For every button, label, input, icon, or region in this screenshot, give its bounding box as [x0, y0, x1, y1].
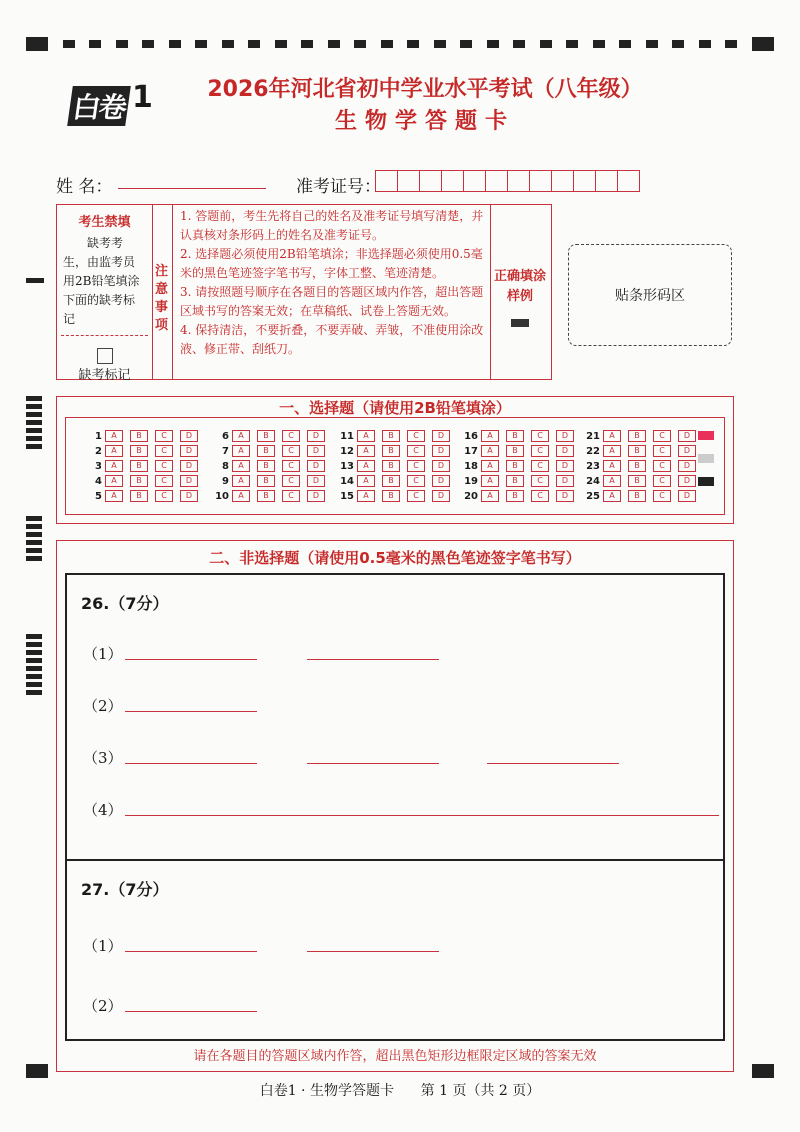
timing-mark: [63, 40, 75, 48]
question-row: [584, 475, 703, 487]
answer-bubble[interactable]: D: [307, 445, 325, 457]
timing-mark: [487, 40, 499, 48]
answer-bubble[interactable]: B: [628, 490, 646, 502]
answer-bubble[interactable]: D: [432, 445, 450, 457]
answer-bubble[interactable]: B: [628, 460, 646, 472]
answer-bubble[interactable]: C: [282, 490, 300, 502]
question-row: [86, 445, 205, 457]
choice-title: 一、选择题（请使用2B铅笔填涂）: [279, 399, 511, 417]
q26-part3-label: （3）: [83, 749, 123, 767]
question-number: 24: [586, 475, 600, 487]
answer-bubble[interactable]: B: [382, 430, 400, 442]
q27-heading: 27.（7分）: [81, 880, 169, 899]
question-row: [213, 475, 332, 487]
nonchoice-title: 二、非选择题（请使用0.5毫米的黑色笔迹签字笔书写）: [209, 549, 581, 567]
answer-bubble[interactable]: A: [357, 445, 375, 457]
forbidden-cell: [57, 205, 153, 383]
q26-part1-label: （1）: [83, 645, 123, 663]
answer-box: [65, 573, 725, 1041]
forbidden-text: 缺考考生，由监考员用2B铅笔填涂下面的缺考标记: [63, 236, 140, 326]
answer-bubble[interactable]: D: [180, 460, 198, 472]
q27-part1-label: （1）: [83, 937, 123, 955]
question-number: 18: [464, 460, 478, 472]
timing-mark: [672, 40, 684, 48]
answer-bubble[interactable]: A: [603, 430, 621, 442]
question-row: [584, 460, 703, 472]
answer-bubble[interactable]: B: [628, 430, 646, 442]
answer-bubble[interactable]: C: [407, 445, 425, 457]
side-mark-group: [26, 516, 42, 564]
timing-mark: [89, 40, 101, 48]
answer-bubble[interactable]: D: [307, 490, 325, 502]
q27-part1-blank1[interactable]: [125, 951, 257, 952]
answer-bubble[interactable]: D: [180, 475, 198, 487]
answer-bubble[interactable]: B: [257, 460, 275, 472]
timing-mark: [222, 40, 234, 48]
badge-number: 1: [132, 80, 153, 115]
answer-bubble[interactable]: A: [105, 475, 123, 487]
question-number: 4: [95, 475, 102, 487]
timing-mark: [275, 40, 287, 48]
answer-bubble[interactable]: A: [603, 475, 621, 487]
question-number: 3: [95, 460, 102, 472]
question-row: [213, 430, 332, 442]
answer-bubble[interactable]: D: [678, 430, 696, 442]
answer-bubble[interactable]: B: [382, 460, 400, 472]
notice-box: [56, 204, 552, 383]
timing-mark: [725, 40, 737, 48]
answer-bubble[interactable]: C: [531, 460, 549, 472]
answer-bubble[interactable]: A: [357, 475, 375, 487]
barcode-area: 贴条形码区: [568, 244, 732, 346]
question-row: [338, 430, 457, 442]
question-row: [86, 430, 205, 442]
answer-bubble[interactable]: B: [130, 460, 148, 472]
answer-bubble[interactable]: A: [481, 460, 499, 472]
answer-bubble[interactable]: C: [531, 475, 549, 487]
answer-bubble[interactable]: C: [653, 445, 671, 457]
sample-cell: [490, 205, 550, 379]
question-row: [584, 445, 703, 457]
answer-bubble[interactable]: D: [678, 490, 696, 502]
timing-mark: [434, 40, 446, 48]
timing-mark: [301, 40, 313, 48]
answer-bubble[interactable]: D: [432, 430, 450, 442]
answer-bubble[interactable]: B: [130, 490, 148, 502]
nonchoice-section: [56, 540, 734, 1072]
answer-bubble[interactable]: A: [603, 460, 621, 472]
name-label: 姓 名：: [56, 177, 113, 197]
question-row: [338, 475, 457, 487]
choice-grid: [65, 417, 725, 515]
q26-part4-blank1[interactable]: [125, 815, 719, 816]
answer-bubble[interactable]: A: [105, 445, 123, 457]
q26-part3-blank3[interactable]: [487, 763, 619, 764]
answer-bubble[interactable]: C: [282, 460, 300, 472]
answer-bubble[interactable]: C: [155, 430, 173, 442]
answer-bubble[interactable]: B: [506, 445, 524, 457]
q26-part3-blank2[interactable]: [307, 763, 439, 764]
question-number: 7: [222, 445, 229, 457]
answer-area-warning: 请在各题目的答题区域内作答，超出黑色矩形边框限定区域的答案无效: [193, 1049, 597, 1064]
q27-part2-blank1[interactable]: [125, 1011, 257, 1012]
question-number: 17: [464, 445, 478, 457]
answer-bubble[interactable]: C: [282, 430, 300, 442]
attention-items: [172, 205, 491, 379]
question-number: 12: [340, 445, 354, 457]
answer-bubble[interactable]: A: [357, 430, 375, 442]
timing-mark: [540, 40, 552, 48]
question-number: 11: [340, 430, 354, 442]
answer-bubble[interactable]: B: [130, 430, 148, 442]
answer-bubble[interactable]: C: [282, 475, 300, 487]
q26-heading: 26.（7分）: [81, 594, 169, 613]
question-row: [86, 475, 205, 487]
q26-part4-label: （4）: [83, 801, 123, 819]
timing-mark: [248, 40, 260, 48]
answer-bubble[interactable]: B: [257, 445, 275, 457]
answer-bubble[interactable]: B: [506, 460, 524, 472]
answer-bubble[interactable]: C: [407, 475, 425, 487]
answer-bubble[interactable]: B: [382, 475, 400, 487]
answer-bubble[interactable]: A: [232, 430, 250, 442]
q26-part2-label: （2）: [83, 697, 123, 715]
answer-bubble[interactable]: D: [180, 430, 198, 442]
corner-mark-top-left: [26, 37, 48, 51]
question-row: [338, 460, 457, 472]
answer-bubble[interactable]: C: [407, 460, 425, 472]
attention-title: 注意事项: [155, 264, 169, 333]
timing-mark: [169, 40, 181, 48]
top-timing-marks: [26, 38, 774, 50]
answer-bubble[interactable]: A: [232, 475, 250, 487]
question-row: [462, 430, 581, 442]
answer-bubble[interactable]: B: [257, 475, 275, 487]
attention-item-2: 2. 选择题必须使用2B铅笔填涂；非选择题必须使用0.5毫米的黑色笔迹签字笔书写，字体工整、笔迹清楚。: [180, 247, 483, 280]
answer-bubble[interactable]: A: [105, 430, 123, 442]
answer-bubble[interactable]: D: [180, 490, 198, 502]
answer-bubble[interactable]: C: [653, 460, 671, 472]
q26-part1-blank2[interactable]: [307, 659, 439, 660]
q26-part2-blank1[interactable]: [125, 711, 257, 712]
question-number: 14: [340, 475, 354, 487]
answer-bubble[interactable]: C: [531, 430, 549, 442]
answer-bubble[interactable]: C: [407, 430, 425, 442]
question-number: 23: [586, 460, 600, 472]
question-number: 9: [222, 475, 229, 487]
question-row: [213, 460, 332, 472]
corner-mark-bottom-left: [26, 1064, 48, 1078]
question-number: 19: [464, 475, 478, 487]
absent-label: 缺考标记: [78, 368, 131, 383]
question-number: 5: [95, 490, 102, 502]
timing-mark: [195, 40, 207, 48]
answer-bubble[interactable]: D: [556, 445, 574, 457]
sample-title: 正确填涂样例: [494, 269, 547, 304]
timing-mark: [566, 40, 578, 48]
side-mark-group: [26, 634, 42, 698]
timing-mark: [699, 40, 711, 48]
answer-bubble[interactable]: D: [678, 445, 696, 457]
timing-mark: [513, 40, 525, 48]
answer-bubble[interactable]: D: [307, 475, 325, 487]
answer-bubble[interactable]: D: [556, 460, 574, 472]
sample-filled-mark: [511, 319, 529, 327]
question-row: [86, 490, 205, 502]
timing-mark: [381, 40, 393, 48]
forbidden-title: 考生禁填: [78, 215, 131, 230]
answer-bubble[interactable]: B: [506, 475, 524, 487]
answer-bubble[interactable]: B: [257, 490, 275, 502]
timing-mark: [593, 40, 605, 48]
timing-mark: [646, 40, 658, 48]
answer-bubble[interactable]: A: [481, 445, 499, 457]
question-number: 20: [464, 490, 478, 502]
answer-bubble[interactable]: D: [180, 445, 198, 457]
question-number: 1: [95, 430, 102, 442]
card-title: 生物学答题卡: [334, 109, 515, 134]
answer-bubble[interactable]: B: [130, 475, 148, 487]
question-number: 8: [222, 460, 229, 472]
q27-part2-label: （2）: [83, 997, 123, 1015]
fill-sample-mark: [698, 477, 714, 486]
answer-bubble[interactable]: A: [603, 490, 621, 502]
question-row: [338, 490, 457, 502]
answer-bubble[interactable]: D: [307, 460, 325, 472]
question-row: [213, 490, 332, 502]
answer-bubble[interactable]: B: [382, 490, 400, 502]
answer-bubble[interactable]: C: [155, 475, 173, 487]
question-number: 13: [340, 460, 354, 472]
q26-part3-blank1[interactable]: [125, 763, 257, 764]
timing-mark: [460, 40, 472, 48]
answer-bubble[interactable]: A: [232, 460, 250, 472]
q27-part1-blank2[interactable]: [307, 951, 439, 952]
answer-bubble[interactable]: A: [232, 445, 250, 457]
answer-bubble[interactable]: C: [155, 445, 173, 457]
question-row: [86, 460, 205, 472]
answer-bubble[interactable]: D: [556, 430, 574, 442]
attention-item-4: 4. 保持清洁，不要折叠，不要弄破、弄皱，不准使用涂改液、修正带、刮纸刀。: [180, 323, 484, 356]
attention-title-cell: [152, 205, 173, 379]
answer-bubble[interactable]: C: [531, 445, 549, 457]
question-row: [584, 490, 703, 502]
answer-bubble[interactable]: D: [307, 430, 325, 442]
question-row: [462, 490, 581, 502]
answer-bubble[interactable]: A: [481, 475, 499, 487]
choice-section: [56, 396, 734, 524]
answer-bubble[interactable]: B: [506, 430, 524, 442]
answer-bubble[interactable]: A: [603, 445, 621, 457]
answer-bubble[interactable]: A: [357, 490, 375, 502]
answer-bubble[interactable]: B: [382, 445, 400, 457]
paper-badge: [70, 80, 160, 124]
answer-bubble[interactable]: D: [432, 490, 450, 502]
name-field[interactable]: [118, 188, 266, 189]
answer-bubble[interactable]: C: [407, 490, 425, 502]
answer-bubble[interactable]: C: [155, 460, 173, 472]
answer-bubble[interactable]: D: [556, 490, 574, 502]
answer-bubble[interactable]: D: [432, 475, 450, 487]
answer-bubble[interactable]: D: [432, 460, 450, 472]
id-label: 准考证号：: [296, 177, 381, 197]
answer-bubble[interactable]: C: [531, 490, 549, 502]
question-row: [338, 445, 457, 457]
corner-mark-top-right: [752, 37, 774, 51]
answer-bubble[interactable]: C: [282, 445, 300, 457]
side-mark-group: [26, 396, 42, 452]
question-number: 10: [215, 490, 229, 502]
timing-mark: [116, 40, 128, 48]
timing-mark: [142, 40, 154, 48]
answer-bubble[interactable]: B: [257, 430, 275, 442]
answer-bubble[interactable]: A: [481, 490, 499, 502]
timing-mark: [354, 40, 366, 48]
answer-bubble[interactable]: C: [653, 490, 671, 502]
question-number: 2: [95, 445, 102, 457]
answer-bubble[interactable]: D: [678, 460, 696, 472]
question-number: 21: [586, 430, 600, 442]
absent-checkbox[interactable]: [97, 348, 113, 364]
question-number: 15: [340, 490, 354, 502]
question-number: 22: [586, 445, 600, 457]
answer-bubble[interactable]: A: [105, 460, 123, 472]
attention-item-3: 3. 请按照题号顺序在各题目的答题区域内作答，超出答题区域书写的答案无效；在草稿纸、试卷上答题无效。: [180, 285, 484, 318]
answer-bubble[interactable]: D: [678, 475, 696, 487]
answer-bubble[interactable]: B: [628, 475, 646, 487]
answer-bubble[interactable]: A: [232, 490, 250, 502]
q26-part1-blank1[interactable]: [125, 659, 257, 660]
question-number: 6: [222, 430, 229, 442]
timing-mark: [328, 40, 340, 48]
exam-title: 2026年河北省初中学业水平考试（八年级）: [207, 77, 643, 102]
fill-sample-mark: [698, 431, 714, 440]
attention-item-1: 1. 答题前，考生先将自己的姓名及准考证号填写清楚，并认真核对条形码上的姓名及准考证号。: [180, 209, 484, 242]
badge-text: 白卷: [67, 86, 131, 126]
fill-sample-mark: [698, 454, 714, 463]
answer-bubble[interactable]: B: [628, 445, 646, 457]
question-number: 25: [586, 490, 600, 502]
question-row: [213, 445, 332, 457]
answer-bubble[interactable]: B: [130, 445, 148, 457]
page-footer: 白卷1 · 生物学答题卡 第 1 页（共 2 页）: [259, 1083, 541, 1099]
question-row: [584, 430, 703, 442]
answer-bubble[interactable]: A: [105, 490, 123, 502]
answer-bubble[interactable]: C: [155, 490, 173, 502]
answer-bubble[interactable]: A: [481, 430, 499, 442]
answer-bubble[interactable]: B: [506, 490, 524, 502]
answer-bubble[interactable]: C: [653, 475, 671, 487]
question-row: [462, 445, 581, 457]
corner-mark-bottom-right: [752, 1064, 774, 1078]
question-row: [462, 475, 581, 487]
question-divider: [67, 859, 723, 861]
side-mark: [26, 278, 44, 286]
question-row: [462, 460, 581, 472]
answer-bubble[interactable]: D: [556, 475, 574, 487]
question-number: 16: [464, 430, 478, 442]
id-number-grid[interactable]: [376, 170, 640, 192]
timing-mark: [407, 40, 419, 48]
answer-bubble[interactable]: C: [653, 430, 671, 442]
timing-mark: [619, 40, 631, 48]
answer-bubble[interactable]: A: [357, 460, 375, 472]
